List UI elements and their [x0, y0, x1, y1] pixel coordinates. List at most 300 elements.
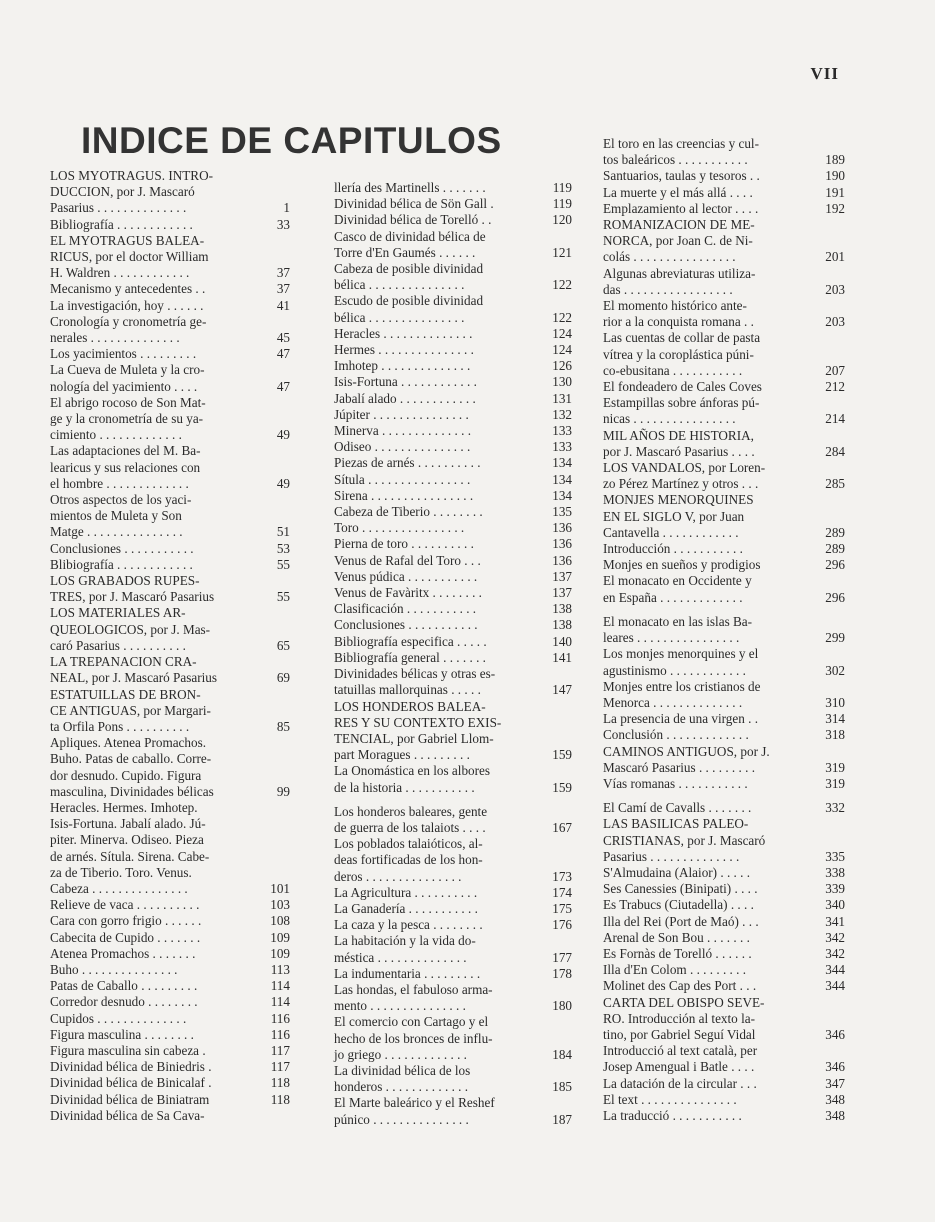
index-entry [603, 1108, 845, 1124]
entry-title: Algunas abreviaturas utiliza- das . . . . . . . . . . . . . . . . . [603, 265, 756, 297]
index-entry [603, 744, 845, 776]
index-entry [603, 962, 845, 978]
index-entry [334, 699, 572, 764]
entry-page-number: 108 [270, 913, 290, 929]
index-entry [50, 492, 290, 541]
index-entry [334, 374, 572, 390]
index-entry [334, 439, 572, 455]
index-entry [50, 298, 290, 314]
index-entry [603, 679, 845, 711]
entry-title: Mecanismo y antecedentes . . [50, 281, 206, 297]
entry-page-number: 124 [552, 342, 572, 358]
entry-title: El monacato en las islas Ba- leares . . . . . . . . . . . . . . . . [603, 613, 753, 646]
entry-title: Conclusiones . . . . . . . . . . . [50, 540, 194, 556]
entry-title: La caza y la pesca . . . . . . . . [334, 917, 483, 933]
index-entry [334, 601, 572, 617]
index-entry [603, 330, 845, 379]
index-entry [50, 687, 290, 736]
entry-page-number: 346 [825, 1059, 845, 1075]
index-entry [603, 914, 845, 930]
entry-page-number: 191 [825, 184, 845, 200]
index-entry [334, 504, 572, 520]
index-entry [334, 261, 572, 293]
index-entry [50, 443, 290, 492]
entry-title: Bibliografía general . . . . . . . [334, 649, 486, 665]
entry-page-number: 176 [552, 917, 572, 933]
entry-page-number: 185 [552, 1079, 572, 1095]
index-entry [50, 881, 290, 897]
entry-title: LA TREPANACION CRA- NEAL, por J. Mascaró Pasarius [50, 654, 218, 686]
index-entry [334, 585, 572, 601]
index-entry [334, 933, 572, 965]
index-entry [603, 379, 845, 395]
entry-title: El monacato en Occidente y en España . . . . . . . . . . . . . [603, 573, 752, 605]
index-entry [50, 314, 290, 346]
entry-page-number: 167 [552, 819, 572, 835]
entry-page-number: 117 [270, 1042, 290, 1058]
entry-title: El fondeadero de Cales Coves [603, 379, 762, 395]
entry-title: Los poblados talaióticos, al- deas fortificadas de los hon- deros . . . . . . . . . . . . . . . [334, 836, 483, 884]
entry-page-number: 85 [276, 718, 290, 734]
entry-page-number: 137 [552, 585, 572, 601]
index-column-2 [334, 180, 572, 1128]
entry-title: Apliques. Atenea Promachos. Buho. Patas de caballo. Corre- dor desnudo. Cupido. Figura masculina, Divinidades bélicas [50, 735, 214, 799]
entry-title: Heracles. Hermes. Imhotep. Isis-Fortuna. Jabalí alado. Jú- piter. Minerva. Odiseo. Pieza de arnés. Sítula. Sirena. Cabe- za de Tiberio. Toro. Venus. [50, 799, 210, 880]
entry-title: Las hondas, el fabuloso arma- mento . . . . . . . . . . . . . . . [334, 981, 493, 1014]
entry-page-number: 53 [276, 540, 290, 556]
entry-title: Divinidad bélica de Sa Cava- [50, 1107, 205, 1123]
index-entry [50, 1027, 290, 1043]
entry-page-number: 314 [825, 711, 845, 727]
entry-title: Blibiografía . . . . . . . . . . . . [50, 556, 193, 572]
entry-title: Pierna de toro . . . . . . . . . . [334, 536, 474, 552]
entry-title: Divinidad bélica de Biniatram [50, 1091, 210, 1107]
entry-title: Odiseo . . . . . . . . . . . . . . . [334, 439, 471, 455]
index-entry [334, 358, 572, 374]
entry-page-number: 116 [270, 1026, 290, 1042]
entry-page-number: 192 [825, 200, 845, 216]
index-entry [334, 982, 572, 1014]
index-entry [50, 281, 290, 297]
entry-title: Toro . . . . . . . . . . . . . . . . [334, 520, 465, 536]
entry-page-number: 109 [270, 929, 290, 945]
entry-page-number: 138 [552, 601, 572, 617]
entry-page-number: 135 [552, 504, 572, 520]
entry-title: Atenea Promachos . . . . . . . [50, 945, 196, 961]
index-entry [603, 460, 845, 492]
entry-page-number: 175 [552, 900, 572, 916]
entry-title: Imhotep . . . . . . . . . . . . . . [334, 358, 471, 374]
entry-title: La habitación y la vida do- méstica . . . . . . . . . . . . . . [334, 933, 476, 965]
index-entry [603, 136, 845, 168]
entry-page-number: 114 [270, 994, 290, 1010]
index-entry [50, 233, 290, 282]
index-entry [50, 1092, 290, 1108]
index-entry [603, 995, 845, 1044]
entry-title: Divinidad bélica de Sön Gall . [334, 196, 494, 212]
entry-title: Los monjes menorquines y el agustinismo . . . . . . . . . . . . [603, 646, 759, 678]
entry-page-number: 207 [825, 362, 845, 378]
index-entry [603, 201, 845, 217]
entry-title: ESTATUILLAS DE BRON- CE ANTIGUAS, por Margari- ta Orfila Pons . . . . . . . . . . [50, 686, 211, 734]
entry-page-number: 348 [825, 1107, 845, 1123]
index-entry [50, 362, 290, 394]
entry-title: El abrigo rocoso de Son Mat- ge y la cronometría de su ya- cimiento . . . . . . . . . . . . . [50, 394, 206, 443]
entry-title: Minerva . . . . . . . . . . . . . . [334, 423, 471, 439]
index-entry [334, 885, 572, 901]
index-entry [334, 326, 572, 342]
index-entry [603, 930, 845, 946]
entry-title: Vías romanas . . . . . . . . . . . [603, 775, 748, 791]
entry-title: Bibliografía especifica . . . . . [334, 633, 487, 649]
index-entry [334, 196, 572, 212]
entry-page-number: 189 [825, 152, 845, 168]
entry-page-number: 116 [270, 1010, 290, 1026]
index-entry [603, 1092, 845, 1108]
entry-title: Piezas de arnés . . . . . . . . . . [334, 455, 481, 471]
entry-title: Estampillas sobre ánforas pú- nicas . . . . . . . . . . . . . . . . [603, 395, 760, 427]
index-column-3 [603, 136, 845, 1124]
entry-title: Cupidos . . . . . . . . . . . . . . [50, 1010, 187, 1026]
index-entry [334, 804, 572, 836]
index-entry [50, 573, 290, 605]
entry-page-number: 130 [552, 374, 572, 390]
entry-page-number: 214 [825, 411, 845, 427]
entry-title: Cabeza . . . . . . . . . . . . . . . [50, 880, 188, 896]
index-entry [603, 776, 845, 792]
index-entry [50, 800, 290, 881]
entry-title: LOS VANDALOS, por Loren- zo Pérez Martínez y otros . . . [603, 460, 766, 492]
index-entry [50, 946, 290, 962]
entry-title: Figura masculina sin cabeza . [50, 1042, 206, 1058]
entry-title: Escudo de posible divinidad bélica . . . . . . . . . . . . . . . [334, 293, 484, 325]
entry-title: Introducción . . . . . . . . . . . [603, 541, 743, 557]
entry-page-number: 184 [552, 1046, 572, 1062]
entry-page-number: 47 [276, 378, 290, 394]
entry-page-number: 348 [825, 1091, 845, 1107]
index-entry [334, 293, 572, 325]
entry-title: Venus de Favàritx . . . . . . . . [334, 585, 482, 601]
entry-page-number: 124 [552, 325, 572, 341]
index-entry [50, 605, 290, 654]
entry-page-number: 69 [276, 670, 290, 686]
entry-page-number: 113 [270, 961, 290, 977]
entry-page-number: 126 [552, 358, 572, 374]
entry-title: Divinidad bélica de Binicalaf . [50, 1075, 212, 1091]
entry-title: Júpiter . . . . . . . . . . . . . . . [334, 406, 469, 422]
index-entry [334, 650, 572, 666]
index-entry [603, 168, 845, 184]
entry-title: Divinidades bélicas y otras es- tatuillas mallorquinas . . . . . [334, 666, 496, 698]
entry-page-number: 332 [825, 800, 845, 816]
entry-page-number: 117 [270, 1059, 290, 1075]
entry-title: Monjes entre los cristianos de Menorca . . . . . . . . . . . . . . [603, 678, 761, 710]
entry-title: La divinidad bélica de los honderos . . . . . . . . . . . . . [334, 1062, 471, 1095]
index-entry [603, 865, 845, 881]
entry-title: Illa d'En Colom . . . . . . . . . [603, 962, 747, 978]
index-entry [50, 1043, 290, 1059]
index-entry [334, 617, 572, 633]
entry-page-number: 49 [276, 427, 290, 443]
entry-page-number: 319 [825, 759, 845, 775]
index-entry [603, 978, 845, 994]
index-entry [603, 541, 845, 557]
entry-title: Casco de divinidad bélica de Torre d'En Gaumés . . . . . . [334, 228, 486, 260]
entry-title: Cabecita de Cupido . . . . . . . [50, 929, 201, 945]
entry-title: Introducció al text català, per Josep Amengual i Batle . . . . [603, 1043, 758, 1075]
entry-title: Hermes . . . . . . . . . . . . . . . [334, 342, 474, 358]
entry-page-number: 119 [552, 180, 572, 195]
index-entry [334, 407, 572, 423]
entry-page-number: 1 [283, 200, 290, 216]
entry-page-number: 134 [552, 487, 572, 503]
entry-title: Corredor desnudo . . . . . . . . [50, 994, 198, 1010]
index-entry [334, 1014, 572, 1063]
entry-page-number: 342 [825, 945, 845, 961]
entry-page-number: 41 [276, 297, 290, 313]
entry-page-number: 319 [825, 775, 845, 791]
entry-title: Divinidad bélica de Torelló . . [334, 212, 492, 228]
entry-title: LOS MYOTRAGUS. INTRO- DUCCION, por J. Mascaró Pasarius . . . . . . . . . . . . . . [50, 168, 214, 216]
index-entry [334, 836, 572, 885]
entry-page-number: 299 [825, 630, 845, 646]
index-entry [334, 569, 572, 585]
index-entry [50, 1011, 290, 1027]
index-entry [603, 800, 845, 816]
index-entry [50, 897, 290, 913]
entry-title: La Onomástica en los albores de la historia . . . . . . . . . . . [334, 763, 491, 795]
entry-page-number: 173 [552, 868, 572, 884]
entry-page-number: 296 [825, 557, 845, 573]
entry-page-number: 284 [825, 443, 845, 459]
index-entry [334, 901, 572, 917]
entry-page-number: 121 [552, 244, 572, 260]
entry-title: La datación de la circular . . . [603, 1075, 757, 1091]
index-entry [603, 946, 845, 962]
entry-page-number: 37 [276, 281, 290, 297]
entry-title: Arenal de Son Bou . . . . . . . [603, 929, 750, 945]
entry-page-number: 134 [552, 471, 572, 487]
index-entry [50, 962, 290, 978]
page-title: INDICE DE CAPITULOS [81, 120, 502, 161]
entry-page-number: 136 [552, 552, 572, 568]
entry-page-number: 132 [552, 406, 572, 422]
entry-title: Monjes en sueños y prodigios [603, 557, 761, 573]
entry-page-number: 122 [552, 309, 572, 325]
index-entry [603, 1076, 845, 1092]
entry-page-number: 136 [552, 520, 572, 536]
entry-page-number: 177 [552, 949, 572, 965]
index-entry [50, 217, 290, 233]
entry-page-number: 178 [552, 965, 572, 981]
entry-page-number: 131 [552, 390, 572, 406]
index-entry [50, 735, 290, 800]
entry-page-number: 65 [276, 637, 290, 653]
index-entry [603, 217, 845, 266]
index-entry [50, 1075, 290, 1091]
entry-title: LOS MATERIALES AR- QUEOLOGICOS, por J. Mas- caró Pasarius . . . . . . . . . . [50, 605, 211, 653]
entry-title: La Ganadería . . . . . . . . . . . [334, 900, 478, 916]
entry-page-number: 47 [276, 346, 290, 362]
entry-title: Figura masculina . . . . . . . . [50, 1026, 194, 1042]
entry-title: LOS HONDEROS BALEA- RES Y SU CONTEXTO EXIS- TENCIAL, por Gabriel Llom- part Moragues . . . . . . . . . [334, 698, 502, 763]
entry-page-number: 55 [276, 589, 290, 605]
index-entry [50, 994, 290, 1010]
entry-title: Buho . . . . . . . . . . . . . . . [50, 961, 178, 977]
entry-page-number: 174 [552, 884, 572, 900]
entry-page-number: 203 [825, 314, 845, 330]
index-entry [334, 634, 572, 650]
index-entry [334, 1063, 572, 1095]
index-entry [603, 573, 845, 605]
entry-page-number: 289 [825, 541, 845, 557]
index-entry [50, 395, 290, 444]
entry-page-number: 289 [825, 524, 845, 540]
entry-page-number: 49 [276, 475, 290, 491]
entry-title: La indumentaria . . . . . . . . . [334, 965, 481, 981]
entry-title: La investigación, hoy . . . . . . [50, 297, 204, 313]
entry-title: LAS BASILICAS PALEO- CRISTIANAS, por J. Mascaró Pasarius . . . . . . . . . . . . . . [603, 816, 766, 864]
entry-title: La Agricultura . . . . . . . . . . [334, 884, 478, 900]
index-entry [50, 557, 290, 573]
index-column-1 [50, 168, 290, 1124]
entry-page-number: 134 [552, 455, 572, 471]
entry-page-number: 133 [552, 439, 572, 455]
index-entry [334, 966, 572, 982]
entry-title: Molinet des Cap des Port . . . [603, 978, 757, 994]
entry-title: Venus púdica . . . . . . . . . . . [334, 568, 478, 584]
entry-page-number: 201 [825, 249, 845, 265]
entry-title: La traducció . . . . . . . . . . . [603, 1107, 742, 1123]
entry-title: Cabeza de Tiberio . . . . . . . . [334, 504, 483, 520]
index-entry [334, 212, 572, 228]
index-entry [603, 428, 845, 460]
index-entry [603, 881, 845, 897]
entry-title: ROMANIZACION DE ME- NORCA, por Joan C. de Ni- colás . . . . . . . . . . . . . . . . [603, 217, 755, 265]
entry-page-number: 318 [825, 727, 845, 743]
index-entry [603, 711, 845, 727]
index-entry [603, 298, 845, 330]
entry-title: S'Almudaina (Alaior) . . . . . [603, 864, 751, 880]
entry-title: Divinidad bélica de Biniedris . [50, 1059, 212, 1075]
entry-title: Es Trabucs (Ciutadella) . . . . [603, 897, 754, 913]
entry-page-number: 101 [270, 880, 290, 896]
entry-page-number: 341 [825, 913, 845, 929]
entry-page-number: 138 [552, 617, 572, 633]
entry-page-number: 147 [552, 682, 572, 698]
index-entry [50, 346, 290, 362]
entry-title: CAMINOS ANTIGUOS, por J. Mascaró Pasarius . . . . . . . . . [603, 743, 770, 775]
entry-page-number: 338 [825, 864, 845, 880]
index-entry [603, 266, 845, 298]
index-entry [334, 520, 572, 536]
index-entry [50, 1108, 290, 1124]
entry-page-number: 187 [552, 1111, 572, 1127]
entry-title: Las adaptaciones del M. Ba- learicus y sus relaciones con el hombre . . . . . . . . . . . . . [50, 443, 201, 491]
entry-title: Cronología y cronometría ge- nerales . . . . . . . . . . . . . . [50, 313, 207, 346]
index-entry [334, 455, 572, 471]
entry-title: Santuarios, taulas y tesoros . . [603, 168, 760, 184]
entry-title: El momento histórico ante- rior a la conquista romana . . [603, 298, 754, 330]
entry-page-number: 137 [552, 568, 572, 584]
entry-page-number: 159 [552, 747, 572, 763]
entry-title: Las cuentas de collar de pasta vítrea y la coroplástica púni- co-ebusitana . . . . . . . . . . . [603, 330, 761, 378]
entry-page-number: 133 [552, 423, 572, 439]
entry-title: Otros aspectos de los yaci- mientos de Muleta y Son Matge . . . . . . . . . . . . . . . [50, 492, 192, 540]
entry-page-number: 45 [276, 330, 290, 346]
page-number: VII [810, 64, 839, 83]
entry-page-number: 55 [276, 556, 290, 572]
entry-title: El Camí de Cavalls . . . . . . . [603, 800, 752, 816]
index-entry [334, 917, 572, 933]
index-entry [603, 557, 845, 573]
index-entry [603, 646, 845, 678]
entry-title: Bibliografía . . . . . . . . . . . . [50, 216, 193, 232]
index-entry [334, 1095, 572, 1127]
entry-page-number: 212 [825, 379, 845, 395]
entry-title: Es Fornàs de Torelló . . . . . . [603, 945, 752, 961]
entry-page-number: 114 [270, 978, 290, 994]
index-entry [334, 763, 572, 795]
entry-title: Ses Canessies (Binipati) . . . . [603, 881, 758, 897]
index-entry [603, 1043, 845, 1075]
entry-title: El Marte baleárico y el Reshef púnico . . . . . . . . . . . . . . . [334, 1095, 495, 1127]
entry-page-number: 190 [825, 168, 845, 184]
index-entry [50, 913, 290, 929]
entry-page-number: 120 [552, 212, 572, 228]
entry-title: Los yacimientos . . . . . . . . . [50, 346, 197, 362]
entry-page-number: 103 [270, 897, 290, 913]
index-entry [603, 897, 845, 913]
index-entry [334, 472, 572, 488]
entry-title: Patas de Caballo . . . . . . . . . [50, 978, 198, 994]
entry-page-number: 37 [276, 265, 290, 281]
index-entry [334, 180, 572, 196]
entry-title: Emplazamiento al lector . . . . [603, 200, 759, 216]
entry-page-number: 51 [276, 524, 290, 540]
index-entry [603, 816, 845, 865]
entry-title: Conclusión . . . . . . . . . . . . . [603, 727, 749, 743]
index-entry [334, 391, 572, 407]
entry-title: Heracles . . . . . . . . . . . . . . [334, 325, 473, 341]
index-entry [50, 978, 290, 994]
entry-title: Cabeza de posible divinidad bélica . . . . . . . . . . . . . . . [334, 261, 484, 293]
entry-page-number: 119 [552, 196, 572, 212]
index-entry [50, 654, 290, 686]
entry-title: La muerte y el más allá . . . . [603, 184, 753, 200]
entry-page-number: 344 [825, 978, 845, 994]
entry-page-number: 285 [825, 476, 845, 492]
entry-title: CARTA DEL OBISPO SEVE- RO. Introducción al texto la- tino, por Gabriel Seguí Vidal [603, 994, 765, 1042]
entry-page-number: 347 [825, 1075, 845, 1091]
entry-title: Conclusiones . . . . . . . . . . . [334, 617, 478, 633]
index-entry [603, 614, 845, 646]
entry-title: La presencia de una virgen . . [603, 711, 759, 727]
entry-page-number: 141 [552, 649, 572, 665]
entry-page-number: 339 [825, 881, 845, 897]
index-entry [603, 727, 845, 743]
index-entry [334, 342, 572, 358]
entry-page-number: 136 [552, 536, 572, 552]
entry-page-number: 159 [552, 779, 572, 795]
entry-title: Sirena . . . . . . . . . . . . . . . . [334, 487, 474, 503]
entry-title: La Cueva de Muleta y la cro- nología del yacimiento . . . . [50, 362, 205, 394]
entry-title: LOS GRABADOS RUPES- TRES, por J. Mascaró Pasarius [50, 573, 215, 605]
entry-title: EL MYOTRAGUS BALEA- RICUS, por el doctor William H. Waldren . . . . . . . . . . . . [50, 232, 209, 281]
entry-title: Venus de Rafal del Toro . . . [334, 552, 481, 568]
entry-title: Clasificación . . . . . . . . . . . [334, 601, 477, 617]
index-entry [334, 488, 572, 504]
